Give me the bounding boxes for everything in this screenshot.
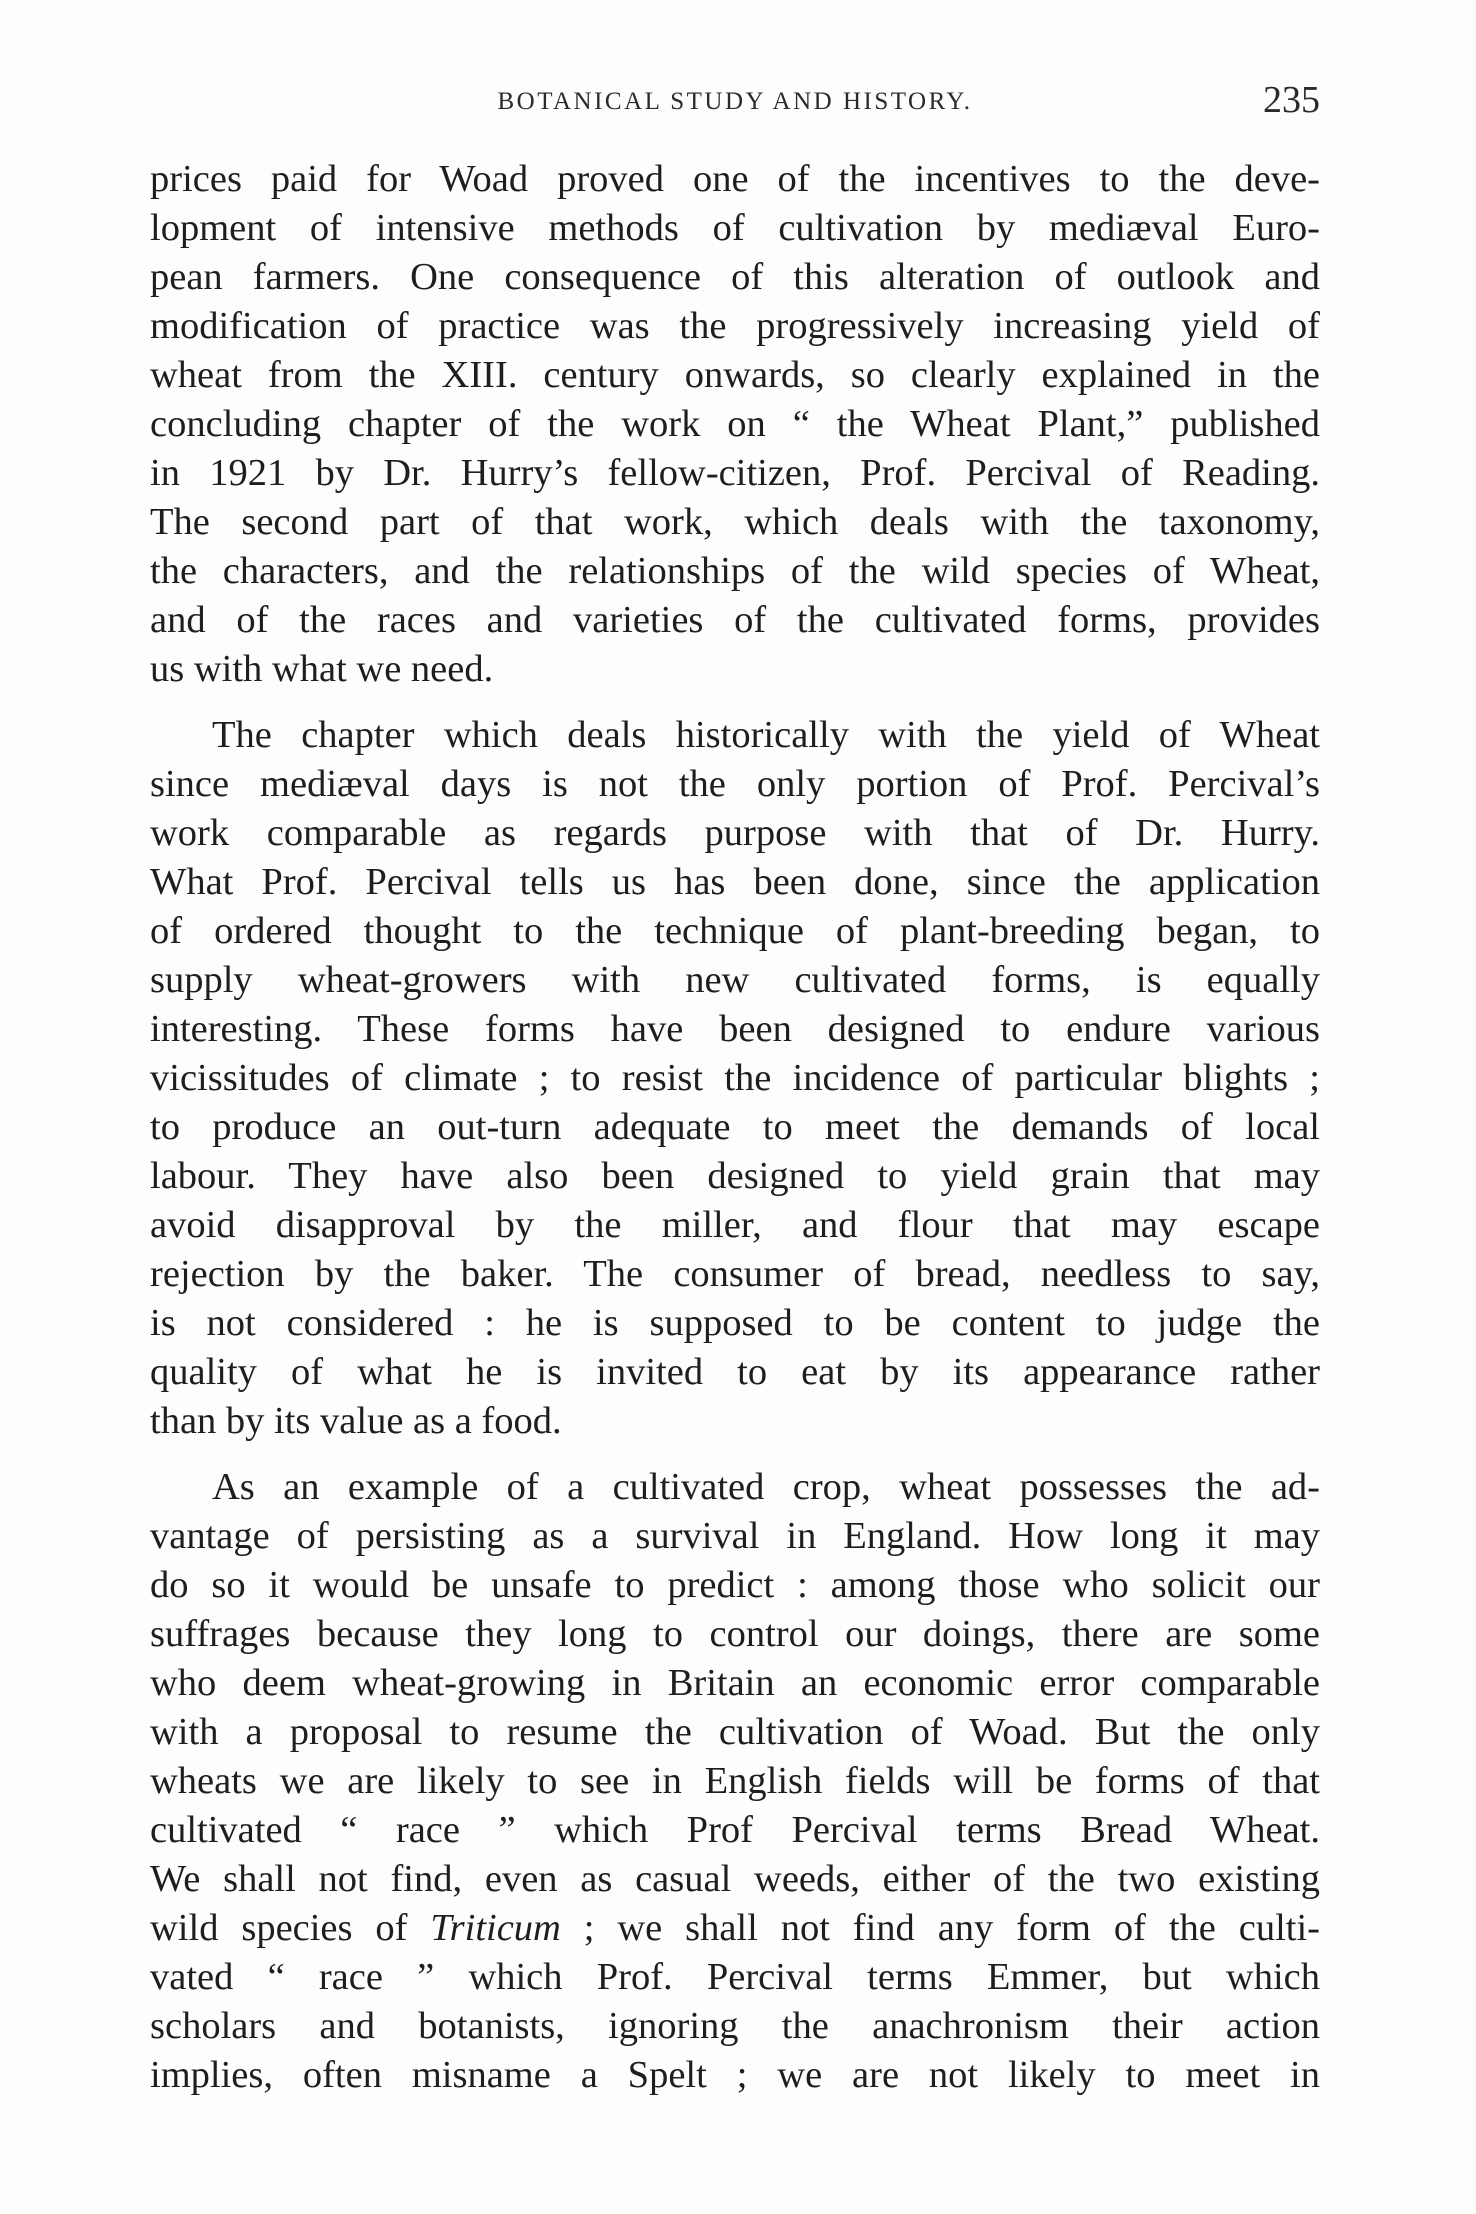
- text-line: is not considered : he is supposed to be content to judge the: [150, 1302, 1320, 1344]
- text-line: with a proposal to resume the cultivation of Woad. But the only: [150, 1711, 1320, 1753]
- text-line: than by its value as a food.: [150, 1400, 562, 1442]
- paragraph-3: [150, 1463, 1320, 2100]
- text-line: us with what we need.: [150, 648, 494, 690]
- text-line: prices paid for Woad proved one of the incentives to the deve-: [150, 158, 1320, 200]
- text-line: avoid disapproval by the miller, and flour that may escape: [150, 1204, 1320, 1246]
- text-line: vated “ race ” which Prof. Percival terms Emmer, but which: [150, 1956, 1320, 1998]
- text-line: rejection by the baker. The consumer of bread, needless to say,: [150, 1253, 1320, 1295]
- text-line: to produce an out-turn adequate to meet the demands of local: [150, 1106, 1320, 1148]
- page-number: 235: [1263, 79, 1320, 121]
- text-line: supply wheat-growers with new cultivated forms, is equally: [150, 959, 1320, 1001]
- text-line: do so it would be unsafe to predict : among those who solicit our: [150, 1564, 1320, 1606]
- text-line: wheat from the XIII. century onwards, so clearly explained in the: [150, 354, 1320, 396]
- text-line: What Prof. Percival tells us has been done, since the application: [150, 861, 1320, 903]
- text-line: who deem wheat-growing in Britain an economic error comparable: [150, 1662, 1320, 1704]
- text-line: The chapter which deals historically with the yield of Wheat: [212, 714, 1320, 756]
- italic-term: Triticum: [430, 1907, 561, 1949]
- text-fragment: ; we shall not find any form of the culti-: [560, 1907, 1321, 1949]
- text-line: work comparable as regards purpose with that of Dr. Hurry.: [150, 812, 1320, 854]
- text-line: the characters, and the relationships of the wild species of Wheat,: [150, 550, 1320, 592]
- text-line: We shall not find, even as casual weeds, either of the two existing: [150, 1858, 1320, 1900]
- text-line: in 1921 by Dr. Hurry’s fellow-citizen, Prof. Percival of Reading.: [150, 452, 1320, 494]
- text-line: and of the races and varieties of the cultivated forms, provides: [150, 599, 1320, 641]
- text-fragment: wild species of: [150, 1907, 431, 1949]
- text-line: scholars and botanists, ignoring the anachronism their action: [150, 2005, 1320, 2047]
- text-line: labour. They have also been designed to yield grain that may: [150, 1155, 1320, 1197]
- text-line: vantage of persisting as a survival in England. How long it may: [150, 1515, 1320, 1557]
- text-line-with-italic: [150, 1904, 1320, 1953]
- text-line: As an example of a cultivated crop, wheat possesses the ad-: [212, 1466, 1320, 1508]
- text-line: lopment of intensive methods of cultivation by mediæval Euro-: [150, 207, 1320, 249]
- text-line: pean farmers. One consequence of this alteration of outlook and: [150, 256, 1320, 298]
- running-title: BOTANICAL STUDY AND HISTORY.: [497, 88, 973, 115]
- text-line: concluding chapter of the work on “ the Wheat Plant,” published: [150, 403, 1320, 445]
- text-line: vicissitudes of climate ; to resist the incidence of particular blights ;: [150, 1057, 1320, 1099]
- text-line: wheats we are likely to see in English fields will be forms of that: [150, 1760, 1320, 1802]
- text-line: since mediæval days is not the only portion of Prof. Percival’s: [150, 763, 1320, 805]
- paragraph-2: [150, 711, 1320, 1446]
- text-line: implies, often misname a Spelt ; we are not likely to meet in: [150, 2054, 1320, 2096]
- body-text: [150, 155, 1320, 2100]
- running-head: [150, 78, 1320, 128]
- text-line: quality of what he is invited to eat by its appearance rather: [150, 1351, 1320, 1393]
- paragraph-1: [150, 155, 1320, 694]
- text-line: cultivated “ race ” which Prof Percival terms Bread Wheat.: [150, 1809, 1320, 1851]
- text-line: interesting. These forms have been designed to endure various: [150, 1008, 1320, 1050]
- text-line: The second part of that work, which deals with the taxonomy,: [150, 501, 1320, 543]
- text-line: of ordered thought to the technique of plant-breeding began, to: [150, 910, 1320, 952]
- text-line: modification of practice was the progressively increasing yield of: [150, 305, 1320, 347]
- text-line: suffrages because they long to control our doings, there are some: [150, 1613, 1320, 1655]
